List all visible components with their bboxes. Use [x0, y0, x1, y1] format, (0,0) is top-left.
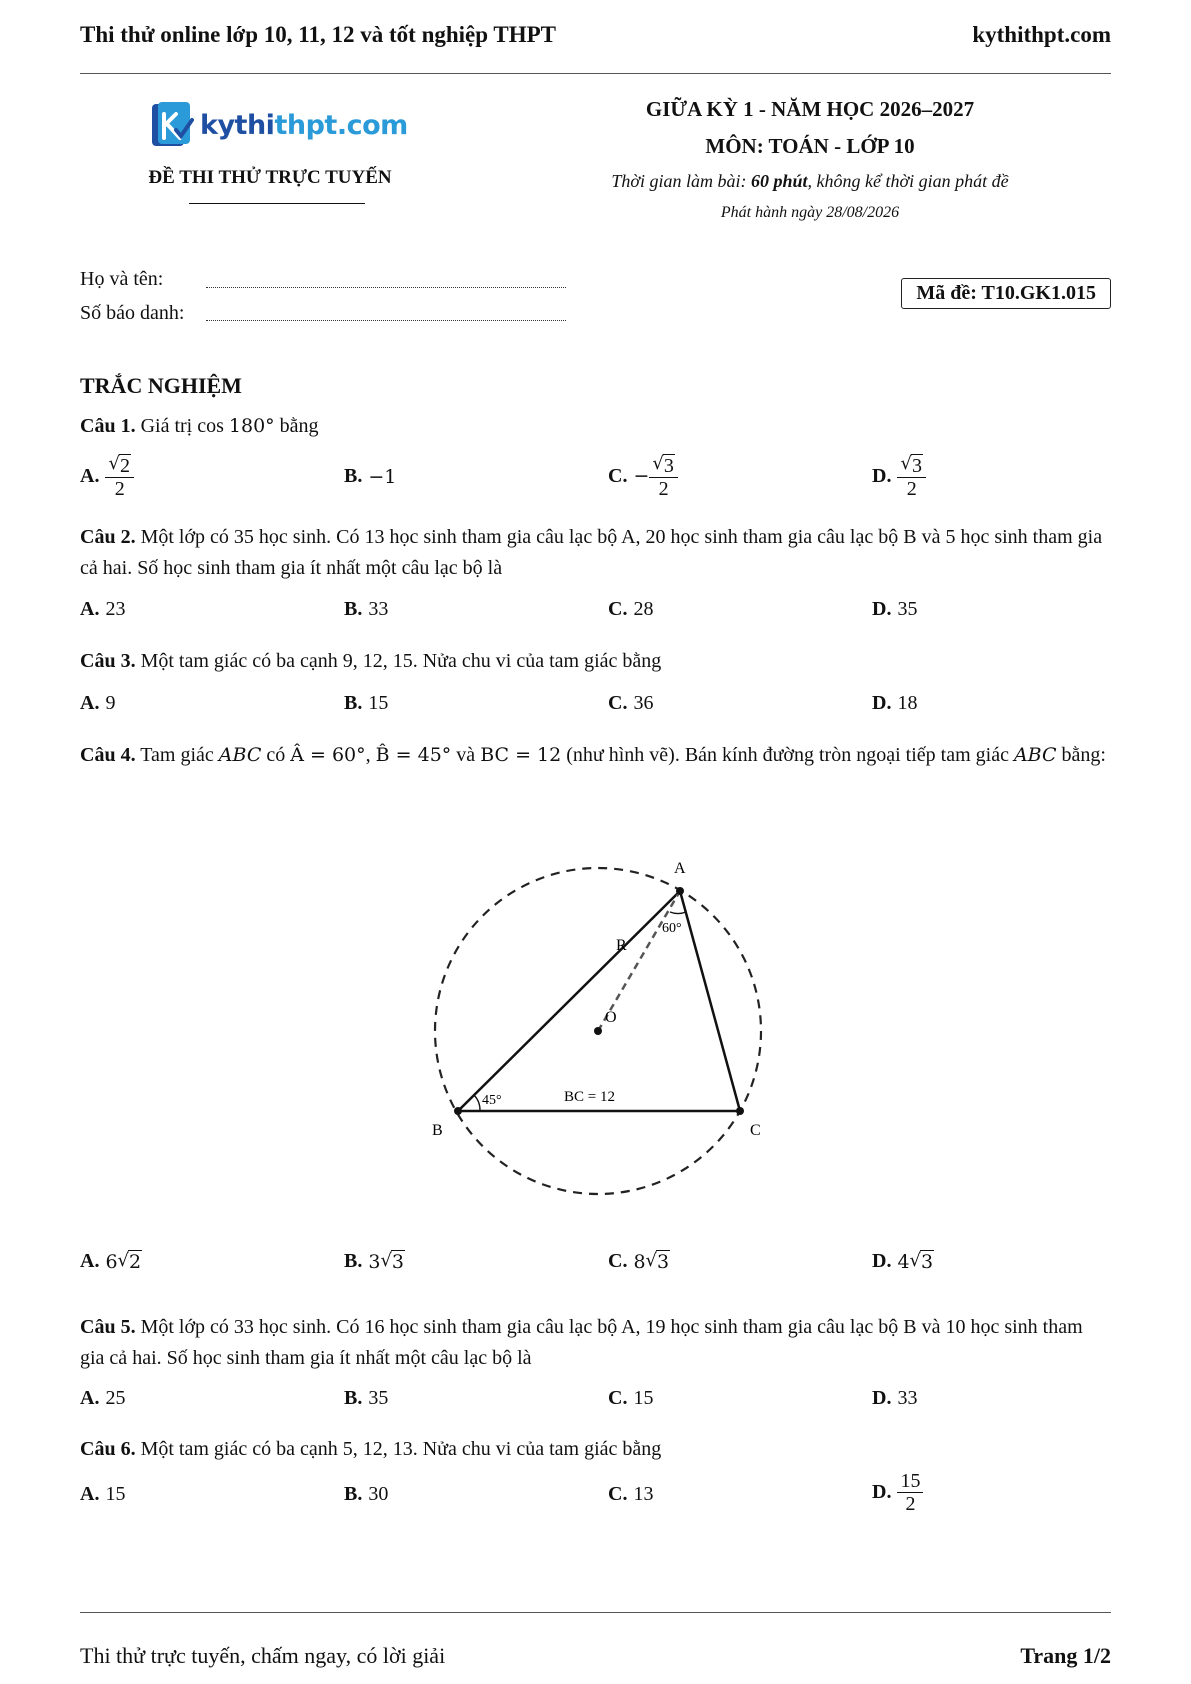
q1-option-a[interactable]: A. √ 2 2 — [80, 452, 134, 500]
q2-option-d[interactable]: D. 35 — [872, 598, 918, 620]
point-b — [454, 1107, 462, 1115]
logo — [150, 100, 408, 150]
exam-code-badge: Mã đề: T10.GK1.015 — [901, 278, 1111, 309]
label-c: C — [750, 1122, 761, 1139]
angle-b-arc — [474, 1095, 480, 1111]
q6-option-d[interactable]: D. $\frac{15}{2}$ — [872, 1470, 923, 1515]
side-ac — [680, 891, 740, 1111]
logo-wordmark: kythithpt.com — [200, 109, 408, 141]
q1-option-d[interactable]: D. √ 3 2 — [872, 452, 926, 500]
q4-option-a[interactable]: A. 6 √ 2 — [80, 1250, 142, 1273]
q4-option-c[interactable]: C. 8 √ 3 — [608, 1250, 670, 1273]
point-c — [736, 1107, 744, 1115]
q5-option-a[interactable]: A. 25 — [80, 1387, 126, 1409]
q1-option-b[interactable]: B. −1 — [344, 465, 397, 488]
footer-tagline: Thi thử trực tuyến, chấm ngay, có lời giải — [80, 1643, 446, 1668]
q6-option-c[interactable]: C. 13 — [608, 1483, 654, 1505]
q6-option-b[interactable]: B. 30 — [344, 1483, 389, 1505]
q2-option-a[interactable]: A. 23 — [80, 598, 126, 620]
label-o: O — [605, 1009, 617, 1026]
exam-time: Thời gian làm bài: 60 phút, không kể thời gian phát đề — [611, 171, 1009, 191]
q5-option-d[interactable]: D. 33 — [872, 1387, 918, 1409]
site-domain[interactable]: kythithpt.com — [972, 22, 1111, 47]
point-o — [594, 1027, 602, 1035]
question-1: Câu 1. Giá trị cos 180° bằng — [80, 415, 319, 437]
q2-option-c[interactable]: C. 28 — [608, 598, 654, 620]
side-ab — [458, 891, 680, 1111]
logo-icon — [150, 100, 196, 150]
footer-divider — [80, 1612, 1111, 1613]
question-3: Câu 3. Một tam giác có ba cạnh 9, 12, 15. Nửa chu vi của tam giác bằng — [80, 650, 662, 672]
q5-option-b[interactable]: B. 35 — [344, 1387, 389, 1409]
side-bc-label: BC = 12 — [564, 1089, 615, 1105]
id-label: Số báo danh: — [80, 302, 185, 324]
page-number: Trang 1/2 — [1020, 1643, 1111, 1668]
q5-option-c[interactable]: C. 15 — [608, 1387, 654, 1409]
q2-option-b[interactable]: B. 33 — [344, 598, 389, 620]
q6-option-a[interactable]: A. 15 — [80, 1483, 126, 1505]
exam-type: ĐỀ THI THỬ TRỰC TUYẾN — [148, 167, 392, 188]
name-field[interactable] — [206, 272, 566, 288]
id-field[interactable] — [206, 305, 566, 321]
q3-option-c[interactable]: C. 36 — [608, 692, 654, 714]
label-r: R — [616, 937, 627, 954]
q4-option-b[interactable]: B. 3 √ 3 — [344, 1250, 405, 1273]
angle-b-label: 45° — [482, 1093, 502, 1108]
section-title: TRẮC NGHIỆM — [80, 373, 242, 398]
label-b: B — [432, 1122, 443, 1139]
point-a — [676, 887, 684, 895]
angle-a-arc — [670, 912, 686, 914]
header-divider — [80, 73, 1111, 74]
q3-option-b[interactable]: B. 15 — [344, 692, 389, 714]
exam-title: GIỮA KỲ 1 - NĂM HỌC 2026–2027 — [645, 97, 975, 121]
subtitle-underline — [189, 203, 365, 204]
q3-option-a[interactable]: A. 9 — [80, 692, 116, 714]
site-tagline: Thi thử online lớp 10, 11, 12 và tốt nghiệp THPT — [80, 22, 556, 47]
name-label: Họ và tên: — [80, 268, 164, 290]
question-5: Câu 5. Một lớp có 33 học sinh. Có 16 học sinh tham gia câu lạc bộ A, 19 học sinh tham gia câu lạc bộ B và 10 học sinh tham gia cả hai. Số học sinh tham gia ít nhất một câu lạc bộ là — [80, 1316, 1083, 1369]
question-6: Câu 6. Một tam giác có ba cạnh 5, 12, 13. Nửa chu vi của tam giác bằng — [80, 1438, 662, 1460]
question-2: Câu 2. Một lớp có 35 học sinh. Có 13 học sinh tham gia câu lạc bộ A, 20 học sinh tham gia câu lạc bộ B và 5 học sinh tham gia cả hai. Số học sinh tham gia ít nhất một câu lạc bộ là — [80, 526, 1103, 579]
q1-option-c[interactable]: C. − √ 3 2 — [608, 452, 678, 500]
angle-a-label: 60° — [662, 921, 682, 936]
triangle-figure — [420, 850, 790, 1210]
release-date: Phát hành ngày 28/08/2026 — [720, 204, 900, 221]
question-4: Câu 4. Tam giác ABC có Â = 60°, B̂ = 45° và BC = 12 (như hình vẽ). Bán kính đường tròn ngoại tiếp tam giác ABC bằng: — [80, 744, 1106, 766]
q4-option-d[interactable]: D. 4 √ 3 — [872, 1250, 934, 1273]
exam-subject: MÔN: TOÁN - LỚP 10 — [705, 134, 915, 158]
label-a: A — [674, 860, 686, 877]
q3-option-d[interactable]: D. 18 — [872, 692, 918, 714]
